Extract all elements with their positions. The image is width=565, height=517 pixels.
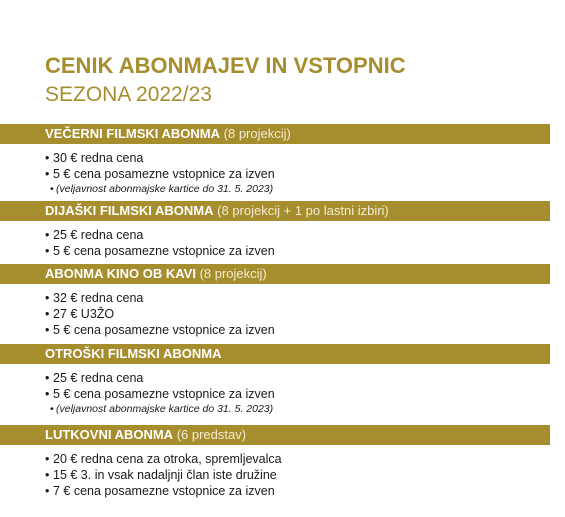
section-note: (6 predstav) xyxy=(176,427,247,442)
price-item: • 5 € cena posamezne vstopnice za izven xyxy=(45,243,550,259)
validity-note: • (veljavnost abonmajske kartice do 31. 5. 2023) xyxy=(45,402,550,416)
page-title: CENIK ABONMAJEV IN VSTOPNIC xyxy=(45,53,406,78)
price-item: • 5 € cena posamezne vstopnice za izven xyxy=(45,386,550,402)
price-item: • 20 € redna cena za otroka, spremljevalca xyxy=(45,451,550,467)
section-lutkovni-abonma xyxy=(0,425,550,499)
price-item: • 27 € U3ŽO xyxy=(45,306,550,322)
section-name: OTROŠKI FILMSKI ABONMA xyxy=(45,346,222,361)
section-name: ABONMA KINO OB KAVI xyxy=(45,266,196,281)
section-note: (8 projekcij) xyxy=(223,126,291,141)
section-header-bar xyxy=(0,201,550,221)
price-item: • 7 € cena posamezne vstopnice za izven xyxy=(45,483,550,499)
price-item: • 5 € cena posamezne vstopnice za izven xyxy=(45,166,550,182)
price-list xyxy=(0,144,550,196)
section-header-bar xyxy=(0,344,550,364)
price-list xyxy=(0,364,550,416)
section-name: LUTKOVNI ABONMA xyxy=(45,427,174,442)
price-item: • 32 € redna cena xyxy=(45,290,550,306)
price-item: • 25 € redna cena xyxy=(45,227,550,243)
section-name: VEČERNI FILMSKI ABONMA xyxy=(45,126,221,141)
season-subtitle: SEZONA 2022/23 xyxy=(45,83,212,106)
price-item: • 30 € redna cena xyxy=(45,150,550,166)
price-item: • 5 € cena posamezne vstopnice za izven xyxy=(45,322,550,338)
section-name: DIJAŠKI FILMSKI ABONMA xyxy=(45,203,214,218)
price-item: • 15 € 3. in vsak nadaljnji član iste družine xyxy=(45,467,550,483)
section-header-bar xyxy=(0,425,550,445)
price-list xyxy=(0,445,550,499)
section-dijaski-filmski-abonma xyxy=(0,201,550,259)
section-note: (8 projekcij) xyxy=(199,266,267,281)
section-header-bar xyxy=(0,264,550,284)
price-list xyxy=(0,284,550,338)
section-vecerni-filmski-abonma xyxy=(0,124,550,196)
section-header-bar xyxy=(0,124,550,144)
section-note: (8 projekcij + 1 po lastni izbiri) xyxy=(217,203,389,218)
section-otroski-filmski-abonma xyxy=(0,344,550,416)
section-abonma-kino-ob-kavi xyxy=(0,264,550,338)
price-list xyxy=(0,221,550,259)
validity-note: • (veljavnost abonmajske kartice do 31. 5. 2023) xyxy=(45,182,550,196)
price-item: • 25 € redna cena xyxy=(45,370,550,386)
